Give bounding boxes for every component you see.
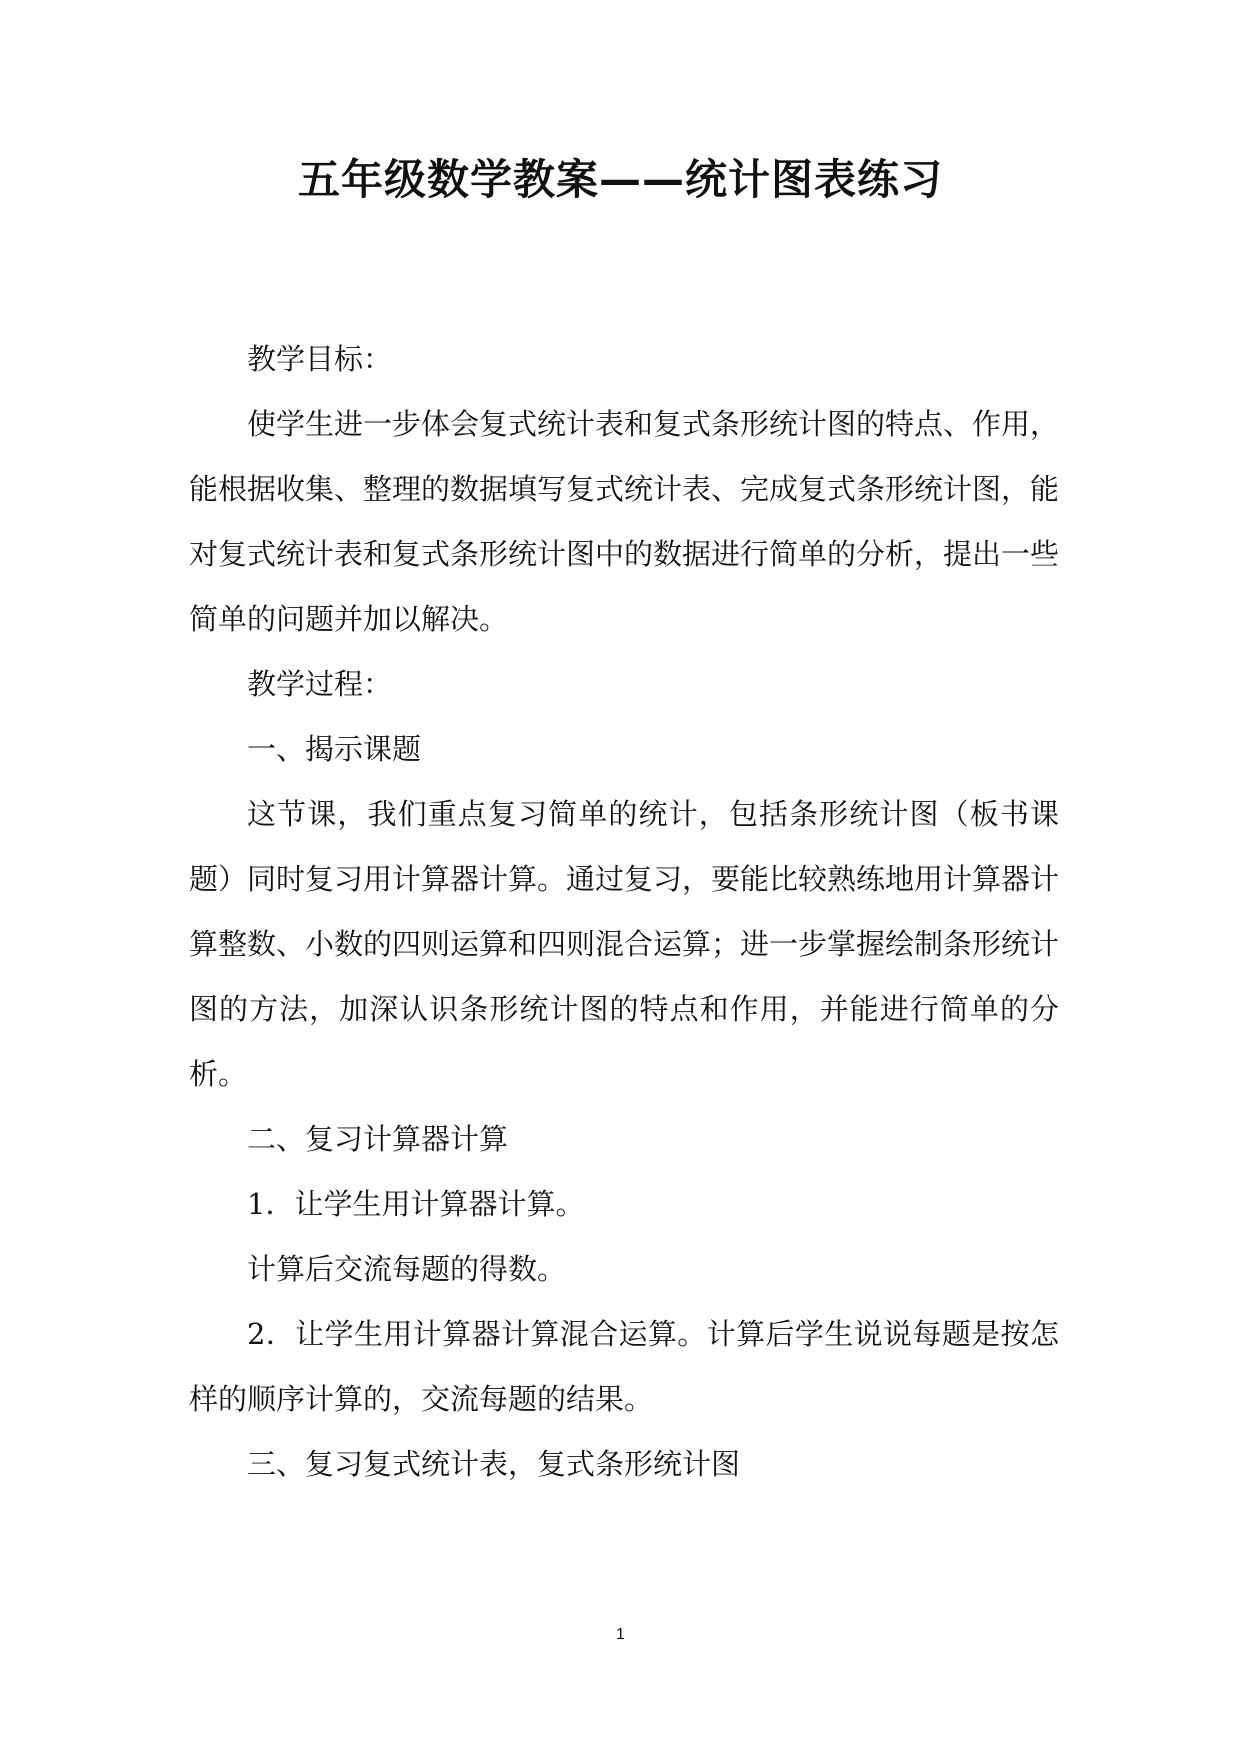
paragraph-section-2-heading: 二、复习计算器计算 [247, 1122, 509, 1156]
document-body [189, 327, 1059, 1497]
paragraph-section-1-heading: 一、揭示课题 [247, 732, 422, 766]
paragraph-section-1-text: 这节课，我们重点复习简单的统计，包括条形统计图（板书课题）同时复习用计算器计算。通过复习，要能比较熟练地用计算器计算整数、小数的四则运算和四则混合运算；进一步掌握绘制条形统计图的方法，加深认识条形统计图的特点和作用，并能进行简单的分析。 [189, 797, 1060, 1091]
paragraph-process-heading: 教学过程： [247, 667, 393, 701]
paragraph-objectives-heading: 教学目标： [247, 342, 393, 376]
paragraph-objectives: 使学生进一步体会复式统计表和复式条形统计图的特点、作用，能根据收集、整理的数据填写复式统计表、完成复式条形统计图，能对复式统计表和复式条形统计图中的数据进行简单的分析，提出一些简单的问题并加以解决。 [189, 407, 1060, 636]
document-title: 五年级数学教案——统计图表练习 [297, 155, 943, 204]
paragraph-step-1-note: 计算后交流每题的得数。 [247, 1252, 567, 1286]
paragraph-step-2: 2．让学生用计算器计算混合运算。计算后学生说说每题是按怎样的顺序计算的，交流每题的结果。 [189, 1317, 1059, 1416]
paragraph-section-3-heading: 三、复习复式统计表，复式条形统计图 [247, 1447, 741, 1481]
page-number: 1 [616, 1626, 625, 1643]
paragraph-step-1: 1．让学生用计算器计算。 [247, 1187, 585, 1221]
